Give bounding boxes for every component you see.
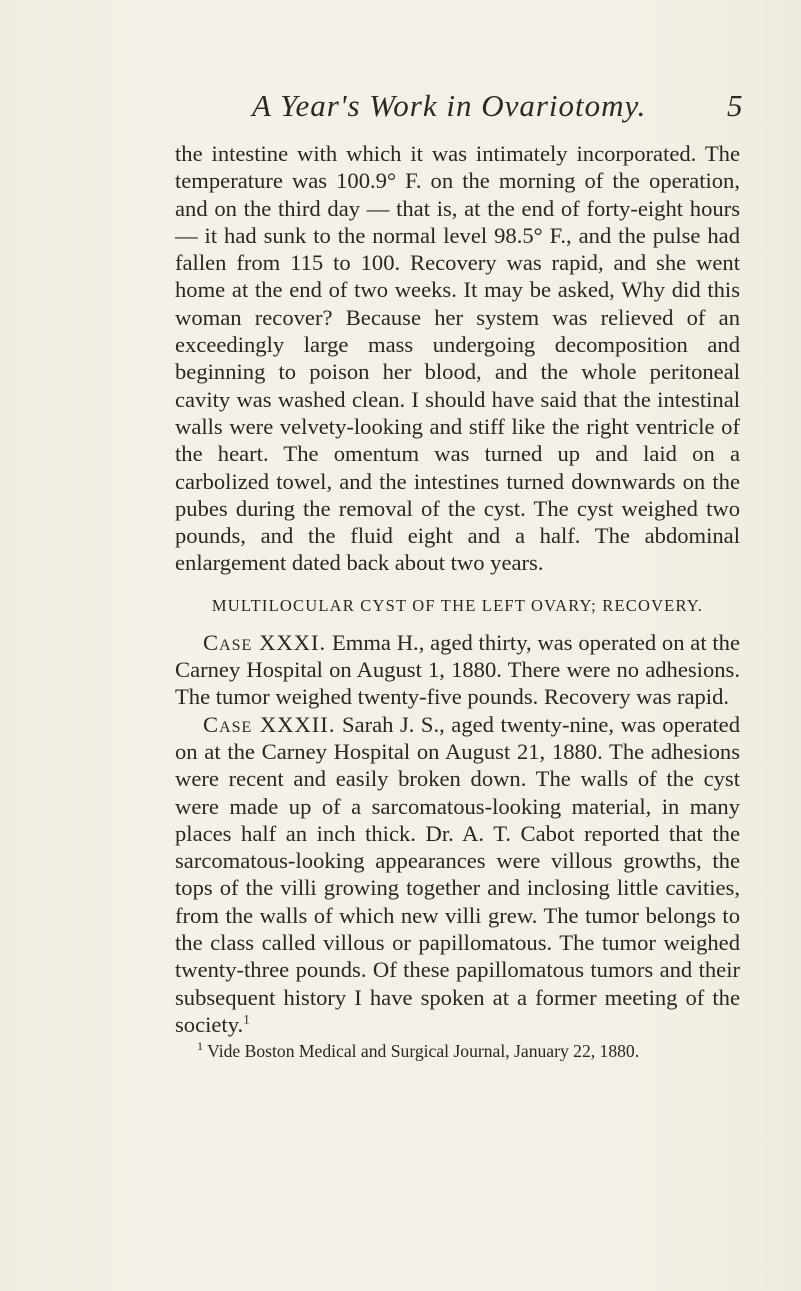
footnote-mark: 1 bbox=[197, 1039, 203, 1054]
case-xxxi-paragraph bbox=[175, 629, 740, 711]
case-xxxi-text: Emma H., aged thirty, was operated on at the Carney Hospital on August 1, 1880. There were no adhesions. The tumor weighed twenty-five pounds. Recovery was rapid. bbox=[175, 629, 740, 710]
paragraph-continuation: the intestine with which it was intimately incorporated. The temperature was 100.9° F. on the morning of the operation, and on the third day — that is, at the end of forty-eight hours — it had sunk to the normal level 98.5° F., and the pulse had fallen from 115 to 100. Recovery was rapid, and she went home at the end of two weeks. It may be asked, Why did this woman recover? Because her system was relieved of an exceedingly large mass undergoing decomposition and beginning to poison her blood, and the whole peritoneal cavity was washed clean. I should have said that the intestinal walls were velvety-looking and stiff like the right ventricle of the heart. The omentum was turned up and laid on a carbolized towel, and the intestines turned downwards on the pubes during the removal of the cyst. The cyst weighed two pounds, and the fluid eight and a half. The abdominal enlargement dated back about two years. bbox=[175, 141, 740, 576]
case-xxxii-label: Case XXXII. bbox=[203, 711, 336, 737]
section-heading: MULTILOCULAR CYST OF THE LEFT OVARY; RECOVERY. bbox=[211, 595, 704, 615]
case-xxxi-label: Case XXXI. bbox=[203, 629, 327, 655]
case-xxxii-paragraph bbox=[175, 711, 740, 1039]
page-number: 5 bbox=[727, 88, 743, 123]
footnote-reference: 1 bbox=[243, 1011, 250, 1027]
footnote bbox=[175, 1040, 740, 1062]
body-text bbox=[175, 140, 740, 1062]
running-header bbox=[0, 88, 801, 134]
case-xxxii-text: Sarah J. S., aged twenty-nine, was operated on at the Carney Hospital on August 21, 1880. The adhesions were recent and easily broken down. The walls of the cyst were made up of a sarcomatous-looking material, in many places half an inch thick. Dr. A. T. Cabot reported that the sarcomatous-looking appearances were villous growths, the tops of the villi growing together and inclosing little cavities, from the walls of which new villi grew. The tumor belongs to the class called villous or papillomatous. The tumor weighed twenty-three pounds. Of these papillomatous tumors and their subsequent history I have spoken at a former meeting of the society. bbox=[175, 711, 741, 1037]
running-title: A Year's Work in Ovariotomy. bbox=[252, 88, 647, 123]
footnote-text: Vide Boston Medical and Surgical Journal, January 22, 1880. bbox=[207, 1041, 640, 1062]
